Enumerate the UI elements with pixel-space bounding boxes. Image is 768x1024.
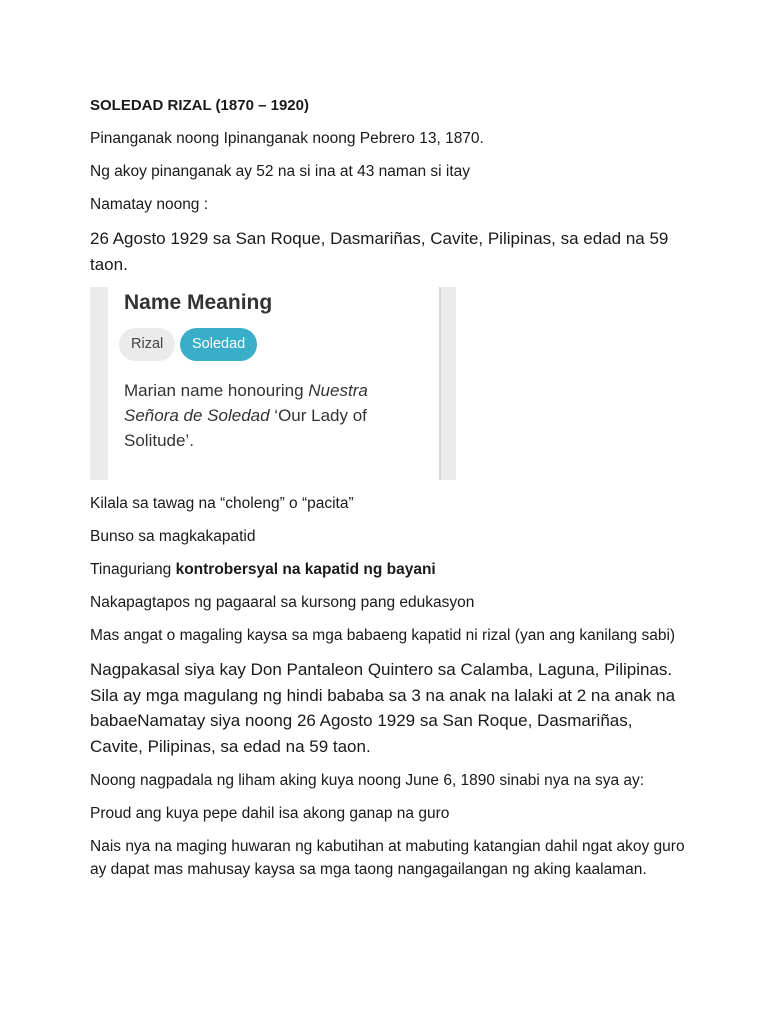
comparison-line: Mas angat o magaling kaysa sa mga babaeng kapatid ni rizal (yan ang kanilang sabi) bbox=[90, 627, 676, 644]
death-heading: Namatay noong : bbox=[90, 196, 209, 213]
document-page bbox=[90, 94, 690, 891]
meaning-text-italic: Nuestra Señora de Soledad bbox=[124, 381, 368, 425]
youngest-line: Bunso sa magkakapatid bbox=[90, 528, 256, 545]
name-meaning-image bbox=[90, 287, 456, 480]
proud-line: Proud ang kuya pepe dahil isa akong ganap na guro bbox=[90, 805, 450, 822]
death-info: 26 Agosto 1929 sa San Roque, Dasmariñas, Cavite, Pilipinas, sa edad na 59 taon. bbox=[90, 229, 669, 274]
meaning-text-start: Marian name honouring bbox=[124, 381, 309, 400]
marriage-paragraph: Nagpakasal siya kay Don Pantaleon Quintero sa Calamba, Laguna, Pilipinas. Sila ay mga magulang ng hindi bababa sa 3 na anak na lalaki at 2 na anak na babaeNamatay siya noong 26 Agosto 1929 sa San Roque, Dasmariñas, Cavite, Pilipinas, sa edad na 59 taon. bbox=[90, 660, 676, 756]
document-title: SOLEDAD RIZAL (1870 – 1920) bbox=[90, 97, 309, 114]
name-meaning-text bbox=[124, 378, 424, 453]
title-line bbox=[90, 558, 690, 581]
nickname-line: Kilala sa tawag na “choleng” o “pacita” bbox=[90, 495, 354, 512]
title-line-bold: kontrobersyal na kapatid ng bayani bbox=[175, 561, 436, 578]
birth-line: Pinanganak noong Ipinanganak noong Pebrero 13, 1870. bbox=[90, 130, 484, 147]
title-line-prefix: Tinaguriang bbox=[90, 561, 176, 578]
tab-soledad: Soledad bbox=[180, 328, 257, 361]
meaning-text-end: ‘Our Lady of Solitude’. bbox=[124, 406, 367, 450]
name-meaning-card bbox=[108, 287, 441, 480]
name-meaning-title: Name Meaning bbox=[124, 291, 273, 314]
tab-rizal: Rizal bbox=[119, 328, 175, 361]
letter-line: Noong nagpadala ng liham aking kuya noong June 6, 1890 sinabi nya na sya ay: bbox=[90, 772, 645, 789]
role-model-line: Nais nya na maging huwaran ng kabutihan at mabuting katangian dahil ngat akoy guro ay dapat mas mahusay kaysa sa mga taong nangagailangan ng aking kaalaman. bbox=[90, 838, 685, 878]
parents-age-line: Ng akoy pinanganak ay 52 na si ina at 43 naman si itay bbox=[90, 163, 470, 180]
education-line: Nakapagtapos ng pagaaral sa kursong pang edukasyon bbox=[90, 594, 475, 611]
